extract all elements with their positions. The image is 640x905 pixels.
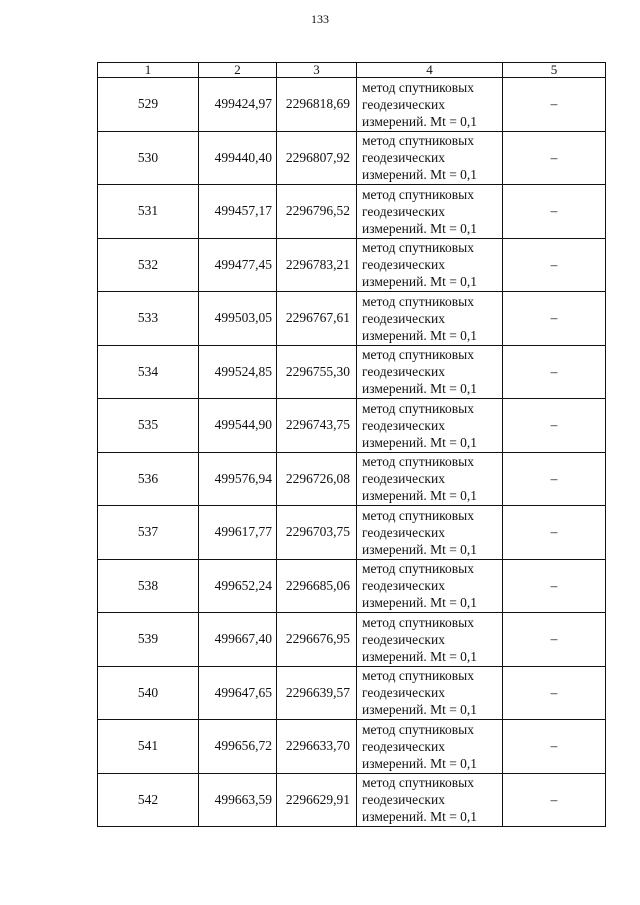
method-text-line: геодезических [362, 203, 445, 219]
x-coordinate-cell: 499503,05 [199, 292, 277, 346]
table-row [98, 78, 606, 132]
column-header-y: 3 [277, 63, 357, 78]
column-header-point-number: 1 [98, 63, 199, 78]
point-number-cell: 536 [98, 452, 199, 506]
note-cell: – [503, 345, 606, 399]
table-row [98, 559, 606, 613]
column-header-method: 4 [357, 63, 503, 78]
method-cell [357, 720, 503, 774]
method-text-line: метод спутниковых [362, 240, 474, 256]
x-coordinate-cell: 499663,59 [199, 773, 277, 827]
method-text-line: измерений. Mt = 0,1 [362, 327, 478, 343]
coordinates-table [97, 62, 606, 827]
table-header-row [98, 63, 606, 78]
method-text-line: измерений. Mt = 0,1 [362, 167, 478, 183]
x-coordinate-cell: 499477,45 [199, 238, 277, 292]
method-text-line: геодезических [362, 524, 445, 540]
point-number-cell: 538 [98, 559, 199, 613]
method-text-line: метод спутниковых [362, 186, 474, 202]
method-text-line: метод спутниковых [362, 614, 474, 630]
method-text-line: измерений. Mt = 0,1 [362, 595, 478, 611]
point-number-cell: 540 [98, 666, 199, 720]
method-text-line: измерений. Mt = 0,1 [362, 488, 478, 504]
method-cell [357, 345, 503, 399]
method-text-line: метод спутниковых [362, 561, 474, 577]
y-coordinate-cell: 2296783,21 [277, 238, 357, 292]
x-coordinate-cell: 499544,90 [199, 399, 277, 453]
x-coordinate-cell: 499457,17 [199, 185, 277, 239]
method-text-line: геодезических [362, 578, 445, 594]
method-text-line: геодезических [362, 364, 445, 380]
method-cell [357, 666, 503, 720]
method-cell [357, 185, 503, 239]
method-cell [357, 559, 503, 613]
table-row [98, 506, 606, 560]
method-cell [357, 292, 503, 346]
method-text-line: метод спутниковых [362, 775, 474, 791]
note-cell: – [503, 613, 606, 667]
x-coordinate-cell: 499576,94 [199, 452, 277, 506]
table-row [98, 399, 606, 453]
method-text-line: метод спутниковых [362, 79, 474, 95]
x-coordinate-cell: 499524,85 [199, 345, 277, 399]
method-text-line: измерений. Mt = 0,1 [362, 220, 478, 236]
point-number-cell: 529 [98, 78, 199, 132]
y-coordinate-cell: 2296807,92 [277, 131, 357, 185]
method-text-line: геодезических [362, 631, 445, 647]
table-row [98, 452, 606, 506]
method-text-line: метод спутниковых [362, 400, 474, 416]
point-number-cell: 532 [98, 238, 199, 292]
method-cell [357, 506, 503, 560]
method-cell [357, 773, 503, 827]
note-cell: – [503, 773, 606, 827]
method-text-line: метод спутниковых [362, 507, 474, 523]
method-cell [357, 399, 503, 453]
method-text-line: геодезических [362, 96, 445, 112]
method-text-line: геодезических [362, 685, 445, 701]
method-text-line: метод спутниковых [362, 454, 474, 470]
note-cell: – [503, 506, 606, 560]
point-number-cell: 537 [98, 506, 199, 560]
note-cell: – [503, 292, 606, 346]
method-text-line: измерений. Mt = 0,1 [362, 381, 478, 397]
point-number-cell: 534 [98, 345, 199, 399]
method-cell [357, 238, 503, 292]
point-number-cell: 541 [98, 720, 199, 774]
method-text-line: геодезических [362, 471, 445, 487]
point-number-cell: 531 [98, 185, 199, 239]
method-text-line: измерений. Mt = 0,1 [362, 113, 478, 129]
note-cell: – [503, 238, 606, 292]
method-text-line: геодезических [362, 310, 445, 326]
y-coordinate-cell: 2296767,61 [277, 292, 357, 346]
column-header-note: 5 [503, 63, 606, 78]
table-row [98, 131, 606, 185]
point-number-cell: 535 [98, 399, 199, 453]
method-text-line: измерений. Mt = 0,1 [362, 434, 478, 450]
y-coordinate-cell: 2296639,57 [277, 666, 357, 720]
table-row [98, 238, 606, 292]
x-coordinate-cell: 499652,24 [199, 559, 277, 613]
point-number-cell: 533 [98, 292, 199, 346]
table-row [98, 345, 606, 399]
method-text-line: геодезических [362, 417, 445, 433]
y-coordinate-cell: 2296703,75 [277, 506, 357, 560]
y-coordinate-cell: 2296629,91 [277, 773, 357, 827]
method-text-line: измерений. Mt = 0,1 [362, 648, 478, 664]
table-body [98, 78, 606, 827]
y-coordinate-cell: 2296685,06 [277, 559, 357, 613]
note-cell: – [503, 185, 606, 239]
method-text-line: геодезических [362, 257, 445, 273]
table-row [98, 720, 606, 774]
table-row [98, 292, 606, 346]
method-text-line: метод спутниковых [362, 133, 474, 149]
method-text-line: измерений. Mt = 0,1 [362, 541, 478, 557]
column-header-x: 2 [199, 63, 277, 78]
note-cell: – [503, 399, 606, 453]
method-text-line: измерений. Mt = 0,1 [362, 274, 478, 290]
note-cell: – [503, 559, 606, 613]
page-number: 133 [311, 12, 329, 26]
table-row [98, 613, 606, 667]
method-cell [357, 613, 503, 667]
note-cell: – [503, 131, 606, 185]
point-number-cell: 539 [98, 613, 199, 667]
method-cell [357, 131, 503, 185]
method-cell [357, 452, 503, 506]
y-coordinate-cell: 2296676,95 [277, 613, 357, 667]
note-cell: – [503, 666, 606, 720]
x-coordinate-cell: 499617,77 [199, 506, 277, 560]
method-text-line: метод спутниковых [362, 347, 474, 363]
table-row [98, 185, 606, 239]
method-text-line: геодезических [362, 150, 445, 166]
table-row [98, 666, 606, 720]
y-coordinate-cell: 2296743,75 [277, 399, 357, 453]
method-text-line: метод спутниковых [362, 721, 474, 737]
table-row [98, 773, 606, 827]
x-coordinate-cell: 499424,97 [199, 78, 277, 132]
point-number-cell: 542 [98, 773, 199, 827]
method-text-line: метод спутниковых [362, 668, 474, 684]
method-text-line: измерений. Mt = 0,1 [362, 755, 478, 771]
y-coordinate-cell: 2296755,30 [277, 345, 357, 399]
method-text-line: метод спутниковых [362, 293, 474, 309]
note-cell: – [503, 452, 606, 506]
method-cell [357, 78, 503, 132]
method-text-line: измерений. Mt = 0,1 [362, 702, 478, 718]
method-text-line: геодезических [362, 738, 445, 754]
x-coordinate-cell: 499667,40 [199, 613, 277, 667]
note-cell: – [503, 720, 606, 774]
method-text-line: геодезических [362, 792, 445, 808]
y-coordinate-cell: 2296633,70 [277, 720, 357, 774]
x-coordinate-cell: 499647,65 [199, 666, 277, 720]
point-number-cell: 530 [98, 131, 199, 185]
y-coordinate-cell: 2296726,08 [277, 452, 357, 506]
note-cell: – [503, 78, 606, 132]
method-text-line: измерений. Mt = 0,1 [362, 809, 478, 825]
y-coordinate-cell: 2296818,69 [277, 78, 357, 132]
x-coordinate-cell: 499656,72 [199, 720, 277, 774]
x-coordinate-cell: 499440,40 [199, 131, 277, 185]
y-coordinate-cell: 2296796,52 [277, 185, 357, 239]
